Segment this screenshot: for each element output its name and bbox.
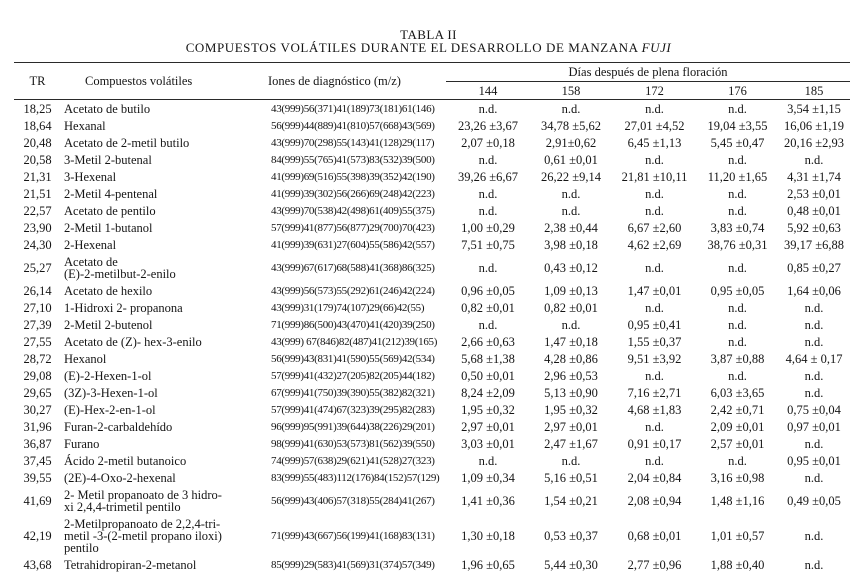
compound-name: 2- Metil propanoato de 3 hidro- xi 2,4,4-trimetil pentilo (64, 487, 222, 514)
table-title: TABLA II (400, 27, 457, 42)
value-day-185: 39,17 ±6,88 (784, 237, 845, 252)
value-day-185: n.d. (804, 300, 824, 315)
value-day-158: 0,53 ±0,37 (544, 528, 598, 543)
value-day-144: 0,82 ±0,01 (461, 300, 515, 315)
value-day-144: 5,68 ±1,38 (461, 351, 515, 366)
value-day-158: 4,28 ±0,86 (544, 351, 598, 366)
value-day-172: 9,51 ±3,92 (627, 351, 682, 366)
value-day-185: 0,49 ±0,05 (787, 493, 841, 508)
retention-time: 43,68 (23, 557, 52, 572)
value-day-176: 1,88 ±0,40 (710, 557, 765, 572)
value-day-176: 3,83 ±0,74 (710, 220, 765, 235)
diagnostic-ions: 41(999)39(302)56(266)69(248)42(223) (271, 187, 435, 200)
retention-time: 21,31 (23, 169, 52, 184)
value-day-172: 1,47 ±0,01 (627, 283, 682, 298)
value-day-144: n.d. (478, 186, 498, 201)
value-day-176: n.d. (728, 300, 747, 315)
value-day-172: n.d. (645, 453, 664, 468)
value-day-176: n.d. (728, 317, 747, 332)
value-day-144: 1,00 ±0,29 (461, 220, 515, 235)
diagnostic-ions: 43(999)31(179)74(107)29(66)42(55) (271, 301, 425, 314)
value-day-144: 1,09 ±0,34 (461, 470, 515, 485)
value-day-172: 7,16 ±2,71 (627, 385, 682, 400)
compound-name: Acetato de butilo (64, 101, 151, 116)
value-day-144: 39,26 ±6,67 (458, 169, 518, 184)
table-row (14, 299, 850, 316)
retention-time: 27,39 (23, 317, 52, 332)
table-row (14, 282, 850, 299)
value-day-176: 0,95 ±0,05 (710, 283, 765, 298)
value-day-185: n.d. (804, 317, 824, 332)
subtitle-cultivar: FUJI (641, 40, 672, 55)
value-day-158: 3,98 ±0,18 (544, 237, 598, 252)
table-row (14, 418, 850, 435)
value-day-144: n.d. (478, 260, 498, 275)
retention-time: 37,45 (23, 453, 52, 468)
compound-name: Acetato de 2-metil butilo (64, 135, 190, 150)
value-day-176: n.d. (728, 101, 747, 116)
header-ions: Iones de diagnóstico (m/z) (268, 63, 446, 100)
table-row (14, 253, 850, 282)
table-row (14, 384, 850, 401)
diagnostic-ions: 83(999)55(483)112(176)84(152)57(129) (271, 471, 440, 484)
value-day-144: n.d. (478, 453, 498, 468)
retention-time: 22,57 (23, 203, 52, 218)
value-day-158: n.d. (561, 317, 581, 332)
value-day-185: 0,85 ±0,27 (787, 260, 841, 275)
value-day-144: 7,51 ±0,75 (461, 237, 515, 252)
value-day-172: n.d. (645, 152, 664, 167)
table-row (14, 367, 850, 384)
retention-time: 26,14 (23, 283, 52, 298)
value-day-144: 23,26 ±3,67 (458, 118, 518, 133)
value-day-185: 0,48 ±0,01 (787, 203, 841, 218)
table-row (14, 219, 850, 236)
value-day-158: 1,54 ±0,21 (544, 493, 598, 508)
diagnostic-ions: 56(999)44(889)41(810)57(668)43(569) (271, 119, 435, 132)
table-row (14, 515, 850, 556)
compound-name: Furano (64, 436, 100, 451)
value-day-176: n.d. (728, 203, 747, 218)
value-day-176: 2,57 ±0,01 (710, 436, 765, 451)
header-day-144: 144 (446, 82, 530, 100)
retention-time: 20,58 (23, 152, 52, 167)
compound-name: (E)-Hex-2-en-1-ol (64, 402, 156, 417)
value-day-185: 4,31 ±1,74 (787, 169, 841, 184)
compound-name: 2-Hexenal (64, 237, 117, 252)
diagnostic-ions: 74(999)57(638)29(621)41(528)27(323) (271, 454, 435, 467)
table-row (14, 202, 850, 219)
value-day-185: n.d. (804, 557, 824, 572)
value-day-144: n.d. (478, 101, 498, 116)
value-day-176: n.d. (728, 453, 747, 468)
value-day-158: 2,97 ±0,01 (544, 419, 598, 434)
diagnostic-ions: 85(999)29(583)41(569)31(374)57(349) (271, 558, 435, 571)
value-day-144: 0,96 ±0,05 (461, 283, 515, 298)
value-day-176: 5,45 ±0,47 (710, 135, 765, 150)
value-day-172: 0,95 ±0,41 (627, 317, 682, 332)
diagnostic-ions: 41(999)69(516)55(398)39(352)42(190) (271, 170, 435, 183)
diagnostic-ions: 71(999)43(667)56(199)41(168)83(131) (271, 529, 435, 542)
table-row (14, 401, 850, 418)
value-day-172: 6,67 ±2,60 (627, 220, 682, 235)
table-row (14, 117, 850, 134)
header-compound: Compuestos volátiles (61, 63, 268, 100)
value-day-185: n.d. (804, 368, 824, 383)
value-day-172: 27,01 ±4,52 (624, 118, 685, 133)
value-day-144: 2,97 ±0,01 (461, 419, 515, 434)
value-day-172: 2,04 ±0,84 (627, 470, 682, 485)
header-day-172: 172 (612, 82, 697, 100)
value-day-158: 0,61 ±0,01 (544, 152, 598, 167)
table-row (14, 151, 850, 168)
compound-name: Acetato de pentilo (64, 203, 156, 218)
table-row (14, 469, 850, 486)
table-row (14, 236, 850, 253)
header-day-158: 158 (530, 82, 612, 100)
value-day-176: 1,01 ±0,57 (710, 528, 765, 543)
value-day-172: n.d. (645, 101, 664, 116)
value-day-144: 8,24 ±2,09 (461, 385, 515, 400)
retention-time: 20,48 (23, 135, 52, 150)
value-day-172: 1,55 ±0,37 (627, 334, 682, 349)
value-day-176: 2,09 ±0,01 (710, 419, 765, 434)
diagnostic-ions: 43(999)56(573)55(292)61(246)42(224) (271, 284, 435, 297)
compound-name: (E)-2-Hexen-1-ol (64, 368, 152, 383)
diagnostic-ions: 43(999) 67(846)82(487)41(212)39(165) (271, 335, 438, 348)
value-day-172: n.d. (645, 186, 664, 201)
table-row (14, 435, 850, 452)
value-day-144: n.d. (478, 152, 498, 167)
compound-name: (3Z)-3-Hexen-1-ol (64, 385, 158, 400)
retention-time: 24,30 (23, 237, 52, 252)
value-day-172: 0,68 ±0,01 (627, 528, 682, 543)
table-row (14, 134, 850, 151)
value-day-158: 5,16 ±0,51 (544, 470, 598, 485)
retention-time: 25,27 (23, 260, 52, 275)
value-day-172: 6,45 ±1,13 (627, 135, 682, 150)
subtitle-text: COMPUESTOS VOLÁTILES DURANTE EL DESARROLLO DE MANZANA (185, 40, 642, 55)
value-day-176: 3,16 ±0,98 (710, 470, 765, 485)
diagnostic-ions: 43(999)56(371)41(189)73(181)61(146) (271, 102, 435, 115)
value-day-158: 34,78 ±5,62 (541, 118, 601, 133)
value-day-172: n.d. (645, 203, 664, 218)
value-day-172: n.d. (645, 260, 664, 275)
value-day-176: 38,76 ±0,31 (707, 237, 768, 252)
diagnostic-ions: 56(999)43(406)57(318)55(284)41(267) (271, 494, 435, 507)
compound-name: 2-Metilpropanoato de 2,2,4-tri- metil -3-(2-metil propano iloxi) pentilo (64, 516, 222, 555)
value-day-185: n.d. (804, 385, 824, 400)
value-day-176: 3,87 ±0,88 (710, 351, 765, 366)
value-day-158: n.d. (561, 186, 581, 201)
table-row (14, 486, 850, 515)
diagnostic-ions: 43(999)67(617)68(588)41(368)86(325) (271, 261, 435, 274)
retention-time: 29,08 (23, 368, 52, 383)
retention-time: 31,96 (23, 419, 52, 434)
value-day-144: 0,50 ±0,01 (461, 368, 515, 383)
value-day-172: 2,08 ±0,94 (627, 493, 682, 508)
compound-name: Ácido 2-metil butanoico (64, 453, 187, 468)
table-row (14, 350, 850, 367)
table-row (14, 316, 850, 333)
header-row (14, 63, 850, 82)
value-day-144: 2,66 ±0,63 (461, 334, 515, 349)
value-day-144: 2,07 ±0,18 (461, 135, 515, 150)
retention-time: 28,72 (23, 351, 52, 366)
value-day-144: 1,30 ±0,18 (461, 528, 515, 543)
value-day-176: 1,48 ±1,16 (710, 493, 765, 508)
value-day-185: 20,16 ±2,93 (784, 135, 845, 150)
compound-name: Acetato de (Z)- hex-3-enilo (64, 334, 202, 349)
value-day-176: n.d. (728, 368, 747, 383)
table-row (14, 452, 850, 469)
header-day-185: 185 (778, 82, 850, 100)
retention-time: 18,25 (23, 101, 52, 116)
diagnostic-ions: 98(999)41(630)53(573)81(562)39(550) (271, 437, 435, 450)
compound-name: 1-Hidroxi 2- propanona (64, 300, 183, 315)
retention-time: 27,55 (23, 334, 52, 349)
table-subtitle (0, 41, 857, 55)
diagnostic-ions: 43(999)70(538)42(498)61(409)55(375) (271, 204, 435, 217)
value-day-185: n.d. (804, 152, 824, 167)
retention-time: 36,87 (23, 436, 52, 451)
value-day-144: 1,95 ±0,32 (461, 402, 515, 417)
compound-name: 3-Hexenal (64, 169, 117, 184)
value-day-158: 1,95 ±0,32 (544, 402, 598, 417)
value-day-172: 4,62 ±2,69 (627, 237, 682, 252)
value-day-158: 5,44 ±0,30 (544, 557, 598, 572)
compound-name: 2-Metil 1-butanol (64, 220, 153, 235)
table-header (14, 63, 850, 100)
value-day-144: 1,41 ±0,36 (461, 493, 515, 508)
value-day-176: n.d. (728, 152, 747, 167)
value-day-158: 2,96 ±0,53 (544, 368, 598, 383)
value-day-158: 5,13 ±0,90 (544, 385, 598, 400)
compound-name: Furan-2-carbaldehído (64, 419, 173, 434)
value-day-185: n.d. (804, 334, 824, 349)
diagnostic-ions: 67(999)41(750)39(390)55(382)82(321) (271, 386, 435, 399)
diagnostic-ions: 57(999)41(474)67(323)39(295)82(283) (271, 403, 435, 416)
value-day-158: 2,38 ±0,44 (544, 220, 598, 235)
retention-time: 42,19 (23, 528, 52, 543)
value-day-158: n.d. (561, 203, 581, 218)
value-day-185: 0,75 ±0,04 (787, 402, 841, 417)
table-body (14, 100, 850, 574)
value-day-185: n.d. (804, 436, 824, 451)
value-day-144: 1,96 ±0,65 (461, 557, 515, 572)
retention-time: 21,51 (23, 186, 52, 201)
retention-time: 18,64 (23, 118, 52, 133)
diagnostic-ions: 96(999)95(991)39(644)38(226)29(201) (271, 420, 435, 433)
value-day-158: n.d. (561, 453, 581, 468)
diagnostic-ions: 71(999)86(500)43(470)41(420)39(250) (271, 318, 435, 331)
table-row (14, 168, 850, 185)
retention-time: 30,27 (23, 402, 52, 417)
value-day-185: 16,06 ±1,19 (784, 118, 845, 133)
value-day-176: n.d. (728, 334, 747, 349)
value-day-176: n.d. (728, 186, 747, 201)
compound-name: 2-Metil 4-pentenal (64, 186, 158, 201)
compound-name: (2E)-4-Oxo-2-hexenal (64, 470, 176, 485)
value-day-185: n.d. (804, 528, 824, 543)
table-row (14, 185, 850, 202)
diagnostic-ions: 56(999)43(831)41(590)55(569)42(534) (271, 352, 435, 365)
compound-name: Acetato de (E)-2-metilbut-2-enilo (64, 254, 176, 281)
value-day-158: 0,43 ±0,12 (544, 260, 598, 275)
value-day-172: 0,91 ±0,17 (627, 436, 682, 451)
diagnostic-ions: 57(999)41(432)27(205)82(205)44(182) (271, 369, 435, 382)
compound-name: Hexanal (64, 118, 106, 133)
compound-name: Tetrahidropiran-2-metanol (64, 557, 197, 572)
value-day-185: 4,64 ± 0,17 (785, 351, 843, 366)
value-day-176: 19,04 ±3,55 (707, 118, 768, 133)
value-day-144: n.d. (478, 317, 498, 332)
table-row (14, 556, 850, 573)
value-day-172: 2,77 ±0,96 (627, 557, 682, 572)
value-day-172: 21,81 ±10,11 (621, 169, 688, 184)
header-days-group: Días después de plena floración (446, 63, 850, 82)
value-day-158: 1,47 ±0,18 (544, 334, 598, 349)
value-day-185: 0,97 ±0,01 (787, 419, 841, 434)
compound-name: 3-Metil 2-butenal (64, 152, 152, 167)
value-day-176: 11,20 ±1,65 (707, 169, 768, 184)
value-day-176: 2,42 ±0,71 (710, 402, 765, 417)
value-day-158: 1,09 ±0,13 (544, 283, 598, 298)
table-row (14, 333, 850, 350)
value-day-185: 3,54 ±1,15 (787, 101, 841, 116)
value-day-172: n.d. (645, 368, 664, 383)
value-day-176: 6,03 ±3,65 (710, 385, 765, 400)
value-day-144: n.d. (478, 203, 498, 218)
value-day-158: n.d. (561, 101, 581, 116)
value-day-158: 2,47 ±1,67 (544, 436, 598, 451)
diagnostic-ions: 57(999)41(877)56(877)29(700)70(423) (271, 221, 435, 234)
table-row (14, 100, 850, 118)
volatile-compounds-table (14, 62, 850, 573)
diagnostic-ions: 41(999)39(631)27(604)55(586)42(557) (271, 238, 435, 251)
value-day-158: 2,91±0,62 (545, 135, 597, 150)
diagnostic-ions: 84(999)55(765)41(573)83(532)39(500) (271, 153, 435, 166)
value-day-185: n.d. (804, 470, 824, 485)
retention-time: 29,65 (23, 385, 52, 400)
value-day-176: n.d. (728, 260, 747, 275)
header-day-176: 176 (697, 82, 778, 100)
value-day-144: 3,03 ±0,01 (461, 436, 515, 451)
retention-time: 39,55 (23, 470, 52, 485)
value-day-185: 2,53 ±0,01 (787, 186, 841, 201)
retention-time: 23,90 (23, 220, 52, 235)
compound-name: Hexanol (64, 351, 107, 366)
value-day-185: 0,95 ±0,01 (787, 453, 841, 468)
value-day-185: 5,92 ±0,63 (787, 220, 841, 235)
compound-name: 2-Metil 2-butenol (64, 317, 153, 332)
compound-name: Acetato de hexilo (64, 283, 153, 298)
value-day-172: 4,68 ±1,83 (627, 402, 682, 417)
retention-time: 27,10 (23, 300, 52, 315)
value-day-158: 0,82 ±0,01 (544, 300, 598, 315)
value-day-158: 26,22 ±9,14 (541, 169, 601, 184)
value-day-172: n.d. (645, 419, 664, 434)
diagnostic-ions: 43(999)70(298)55(143)41(128)29(117) (271, 136, 435, 149)
header-tr: TR (14, 63, 61, 100)
retention-time: 41,69 (23, 493, 52, 508)
value-day-172: n.d. (645, 300, 664, 315)
value-day-185: 1,64 ±0,06 (787, 283, 841, 298)
